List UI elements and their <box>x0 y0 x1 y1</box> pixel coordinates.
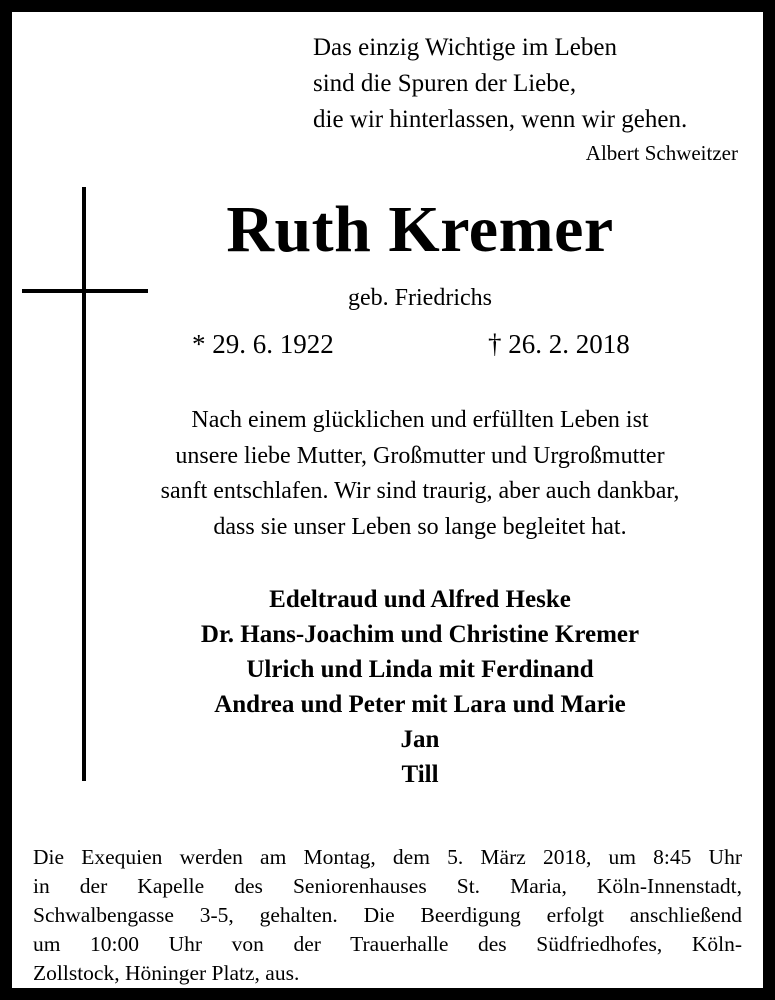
family-member: Till <box>401 761 439 788</box>
birth-date: * 29. 6. 1922 <box>192 329 334 359</box>
quote-line: die wir hinterlassen, wenn wir gehen. <box>313 106 688 133</box>
cross-vertical-bar <box>82 187 86 781</box>
service-line: Zollstock, Höninger Platz, aus. <box>33 961 300 985</box>
death-date: † 26. 2. 2018 <box>488 329 630 359</box>
service-line: um 10:00 Uhr von der Trauerhalle des Südfriedhofes, Köln- <box>33 932 742 956</box>
family-member: Jan <box>400 726 440 753</box>
quote-line: sind die Spuren der Liebe, <box>313 70 577 97</box>
epigraph-quote <box>313 30 753 168</box>
family-member: Andrea und Peter mit Lara und Marie <box>214 691 626 718</box>
service-line: Die Exequien werden am Montag, dem 5. März 2018, um 8:45 Uhr <box>33 845 742 869</box>
family-list <box>120 582 720 792</box>
service-line: Schwalbengasse 3-5, gehalten. Die Beerdigung erfolgt anschließend <box>33 903 742 927</box>
message-line: dass sie unser Leben so lange begleitet hat. <box>213 513 627 540</box>
family-member: Ulrich und Linda mit Ferdinand <box>246 656 594 683</box>
message-line: sanft entschlafen. Wir sind traurig, aber auch dankbar, <box>160 478 680 504</box>
family-member: Edeltraud und Alfred Heske <box>269 586 571 613</box>
maiden-name: geb. Friedrichs <box>348 285 492 311</box>
message-line: unsere liebe Mutter, Großmutter und Urgroßmutter <box>175 442 665 469</box>
service-line: in der Kapelle des Seniorenhauses St. Maria, Köln-Innenstadt, <box>33 874 742 898</box>
deceased-name: Ruth Kremer <box>226 193 614 266</box>
memorial-message <box>90 403 750 545</box>
service-details <box>33 843 742 988</box>
message-line: Nach einem glücklichen und erfüllten Leben ist <box>191 407 649 433</box>
family-member: Dr. Hans-Joachim und Christine Kremer <box>200 621 640 648</box>
quote-line: Das einzig Wichtige im Leben <box>313 34 617 61</box>
quote-author: Albert Schweitzer <box>585 141 738 165</box>
